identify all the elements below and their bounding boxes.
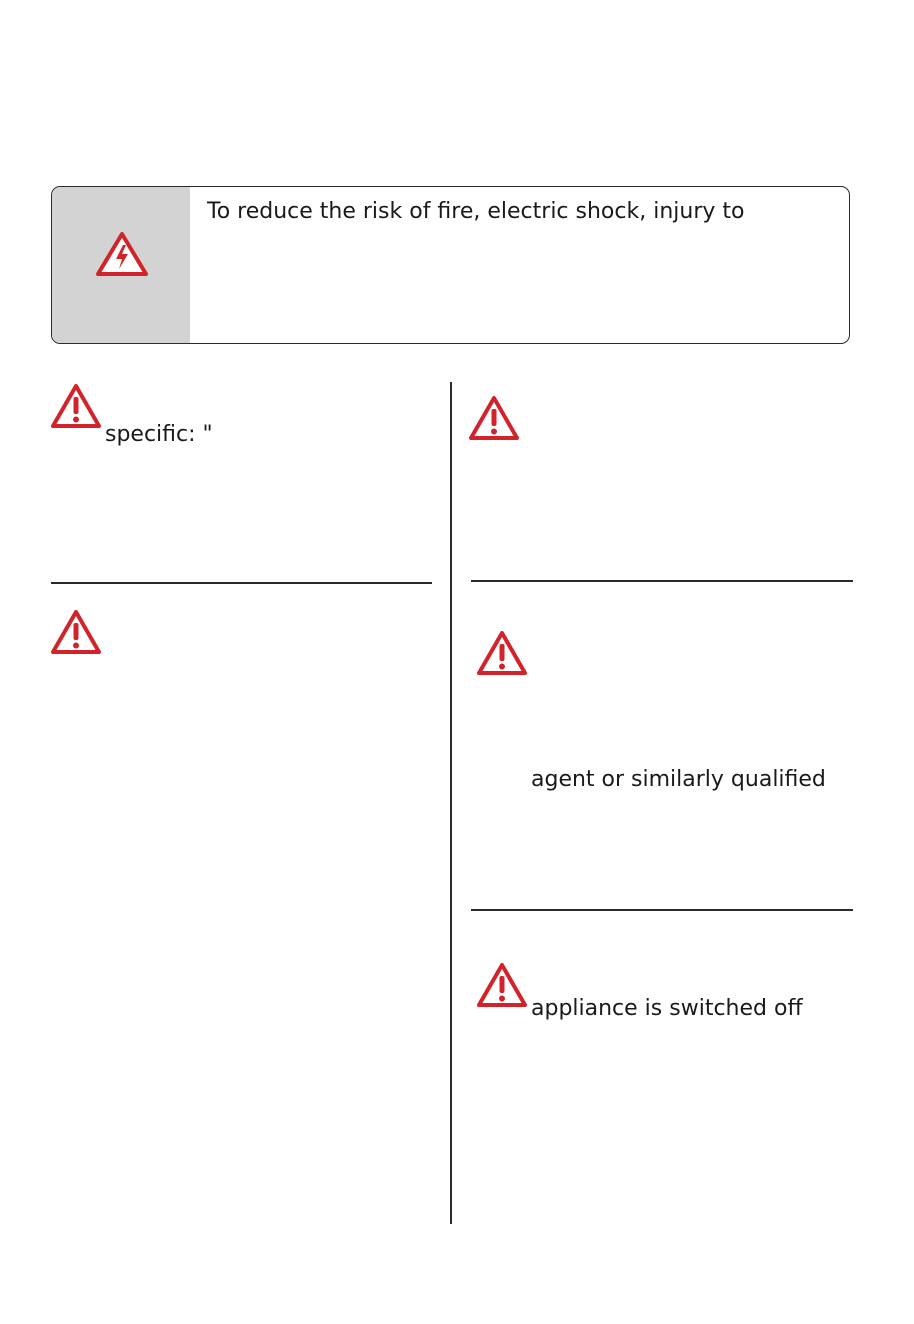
warning-box: [51, 186, 850, 344]
right-section-3-text: appliance is switched off: [531, 996, 803, 1021]
section-divider: [51, 582, 432, 584]
warning-box-icon-panel: [52, 187, 190, 343]
exclamation-warning-icon: [50, 608, 102, 656]
exclamation-warning-icon: [468, 394, 520, 442]
electric-shock-warning-icon: [96, 231, 148, 277]
section-divider: [471, 909, 853, 911]
exclamation-warning-icon: [476, 629, 528, 677]
section-divider: [471, 580, 853, 582]
left-section-1-text: specific: ": [105, 422, 213, 447]
exclamation-warning-icon: [476, 961, 528, 1009]
exclamation-warning-icon: [50, 382, 102, 430]
right-section-2-text: agent or similarly qualified: [531, 767, 826, 792]
warning-box-text: To reduce the risk of fire, electric shock, injury to: [207, 199, 745, 224]
column-divider: [450, 382, 452, 1224]
